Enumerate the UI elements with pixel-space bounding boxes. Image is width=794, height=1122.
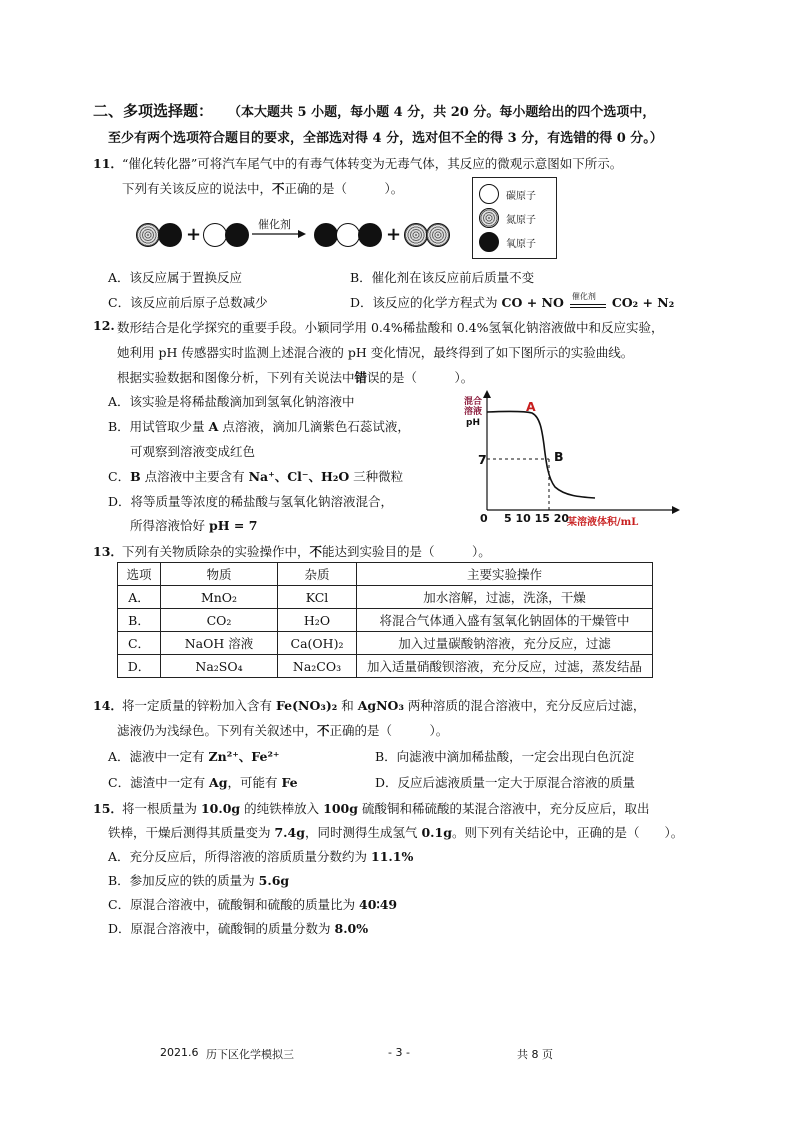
table-row xyxy=(118,609,653,632)
oxygen-atom-icon xyxy=(358,223,382,247)
table-cell: A． xyxy=(118,586,161,609)
section-title: 二、多项选择题： xyxy=(93,102,214,120)
q14-option-c: C．滤渣中一定有 Ag，可能有 Fe xyxy=(108,775,298,790)
table-cell: B． xyxy=(118,609,161,632)
table-cell: H₂O xyxy=(278,609,357,632)
q13-number: 13． xyxy=(93,544,123,559)
table-row xyxy=(118,632,653,655)
q12-option-d-line1: D．将等质量等浓度的稀盐酸与氢氧化钠溶液混合， xyxy=(108,494,394,509)
oxygen-atom-icon xyxy=(314,223,338,247)
table-header-cell: 主要实验操作 xyxy=(357,563,653,586)
q15-option-d: D．原混合溶液中，硫酸铜的质量分数为 8.0% xyxy=(108,921,369,936)
table-cell: D． xyxy=(118,655,161,678)
q14-number: 14． xyxy=(93,698,123,713)
table-cell: MnO₂ xyxy=(161,586,278,609)
q11-option-d: D．该反应的化学方程式为 CO + NO 催化剂 CO₂ + N₂ xyxy=(350,291,675,310)
oxygen-atom-icon xyxy=(158,223,182,247)
q15-stem-line2: 铁棒，干燥后测得其质量变为 7.4g，同时测得生成氢气 0.1g。则下列有关结论中，正确的是（ ）。 xyxy=(108,825,684,840)
table-cell: Na₂SO₄ xyxy=(161,655,278,678)
q12-stem-line1: 数形结合是化学探究的重要手段。小颖同学用 0.4%稀盐酸和 0.4%氢氧化钠溶液做中和反应实验， xyxy=(117,320,664,335)
legend-nitrogen-label: 氮原子 xyxy=(506,215,536,226)
table-cell: NaOH 溶液 xyxy=(161,632,278,655)
point-a-label: A xyxy=(526,399,536,414)
q15-number: 15． xyxy=(93,801,123,816)
table-cell: 加水溶解，过滤，洗涤，干燥 xyxy=(357,586,653,609)
q11-option-a: A．该反应属于置换反应 xyxy=(108,270,243,285)
table-cell: KCl xyxy=(278,586,357,609)
table-cell: 加入过量碳酸钠溶液，充分反应，过滤 xyxy=(357,632,653,655)
q11-stem-line2: 下列有关该反应的说法中，不正确的是（ ）。 xyxy=(122,181,404,196)
x-axis-label: 某溶液体积/mL xyxy=(567,517,639,528)
q12-option-a: A．该实验是将稀盐酸滴加到氢氧化钠溶液中 xyxy=(108,394,355,409)
oxygen-atom-icon xyxy=(479,232,499,252)
legend-carbon-label: 碳原子 xyxy=(506,191,536,202)
q15-option-a: A．充分反应后，所得溶液的溶质质量分数约为 11.1% xyxy=(108,849,414,864)
graph-ylabel-3: pH xyxy=(466,418,480,428)
table-header-cell: 物质 xyxy=(161,563,278,586)
q14-stem-line2: 滤液仍为浅绿色。下列有关叙述中，不正确的是（ ）。 xyxy=(117,723,449,738)
oxygen-atom-icon xyxy=(225,223,249,247)
table-header-cell: 选项 xyxy=(118,563,161,586)
plus-sign: + xyxy=(186,224,202,245)
q14-option-d: D．反应后滤液质量一定大于原混合溶液的质量 xyxy=(375,775,636,790)
graph-ylabel-1: 混合 xyxy=(464,397,483,407)
footer-date: 2021.6 xyxy=(160,1046,199,1059)
q15-option-b: B．参加反应的铁的质量为 5.6g xyxy=(108,873,290,888)
q11-stem-line1: “催化转化器”可将汽车尾气中的有毒气体转变为无毒气体，其反应的微观示意图如下所示。 xyxy=(122,156,623,171)
ph-curve-plot xyxy=(480,390,680,515)
table-header-row xyxy=(118,563,653,586)
q12-option-d-line2: 所得溶液恰好 pH = 7 xyxy=(130,518,258,533)
footer-page-number: - 3 - xyxy=(388,1046,410,1059)
y-tick-7: 7 xyxy=(478,452,487,467)
legend-oxygen-label: 氧原子 xyxy=(506,239,536,250)
atom-legend xyxy=(472,177,557,259)
q12-number: 12. xyxy=(93,318,115,333)
catalyst-label: 催化剂 xyxy=(258,218,291,231)
table-cell: 将混合气体通入盛有氢氧化钠固体的干燥管中 xyxy=(357,609,653,632)
carbon-atom-icon xyxy=(203,223,227,247)
table-cell: Ca(OH)₂ xyxy=(278,632,357,655)
q12-option-b-line1: B．用试管取少量 A 点溶液，滴加几滴紫色石蕊试液， xyxy=(108,419,410,434)
carbon-atom-icon xyxy=(479,184,499,204)
x-tick-labels: 5 10 15 20 xyxy=(504,512,570,525)
q14-option-a: A．滤液中一定有 Zn²⁺、Fe²⁺ xyxy=(108,749,280,764)
carbon-atom-icon xyxy=(336,223,360,247)
q12-stem-line3: 根据实验数据和图像分析，下列有关说法中错误的是（ ）。 xyxy=(117,370,474,385)
q13-stem: 下列有关物质除杂的实验操作中，不能达到实验目的是（ ）。 xyxy=(122,544,491,559)
q11-option-b: B．催化剂在该反应前后质量不变 xyxy=(350,270,535,285)
point-b-label: B xyxy=(554,449,564,464)
nitrogen-atom-icon xyxy=(404,223,428,247)
q12-option-b-line2: 可观察到溶液变成红色 xyxy=(130,444,256,459)
x-origin-label: 0 xyxy=(480,512,488,525)
nitrogen-atom-icon xyxy=(136,223,160,247)
q11-option-c: C．该反应前后原子总数减少 xyxy=(108,295,268,310)
table-header-cell: 杂质 xyxy=(278,563,357,586)
q14-option-b: B．向滤液中滴加稀盐酸，一定会出现白色沉淀 xyxy=(375,749,635,764)
table-cell: C． xyxy=(118,632,161,655)
q15-option-c: C．原混合溶液中，硫酸铜和硫酸的质量比为 40∶49 xyxy=(108,897,398,912)
table-cell: Na₂CO₃ xyxy=(278,655,357,678)
reaction-arrow-icon xyxy=(250,228,308,240)
nitrogen-atom-icon xyxy=(479,208,499,228)
table-row xyxy=(118,586,653,609)
table-cell: 加入适量硝酸钡溶液，充分反应，过滤，蒸发结晶 xyxy=(357,655,653,678)
footer-title: 历下区化学模拟三 xyxy=(206,1048,294,1061)
table-cell: CO₂ xyxy=(161,609,278,632)
q11-number: 11． xyxy=(93,156,123,171)
section-note-line2: 至少有两个选项符合题目的要求，全部选对得 4 分，选对但不全的得 3 分，有选错的得 0 分。） xyxy=(108,131,663,146)
table-row xyxy=(118,655,653,678)
nitrogen-atom-icon xyxy=(426,223,450,247)
graph-ylabel-2: 溶液 xyxy=(464,407,483,417)
footer-total-pages: 共 8 页 xyxy=(517,1048,553,1061)
q12-stem-line2: 她利用 pH 传感器实时监测上述混合液的 pH 变化情况，最终得到了如下图所示的实验曲线。 xyxy=(117,345,634,360)
q12-option-c: C．B 点溶液中主要含有 Na⁺、Cl⁻、H₂O 三种微粒 xyxy=(108,469,404,484)
section-note-line1: （本大题共 5 小题，每小题 4 分，共 20 分。每小题给出的四个选项中， xyxy=(228,105,656,120)
q15-stem-line1: 将一根质量为 10.0g 的纯铁棒放入 100g 硫酸铜和稀硫酸的某混合溶液中，充分反应后，取出 xyxy=(122,801,650,816)
q14-stem-line1: 将一定质量的锌粉加入含有 Fe(NO₃)₂ 和 AgNO₃ 两种溶质的混合溶液中，充分反应后过滤， xyxy=(122,698,646,713)
plus-sign: + xyxy=(386,224,402,245)
purification-table xyxy=(117,562,653,678)
